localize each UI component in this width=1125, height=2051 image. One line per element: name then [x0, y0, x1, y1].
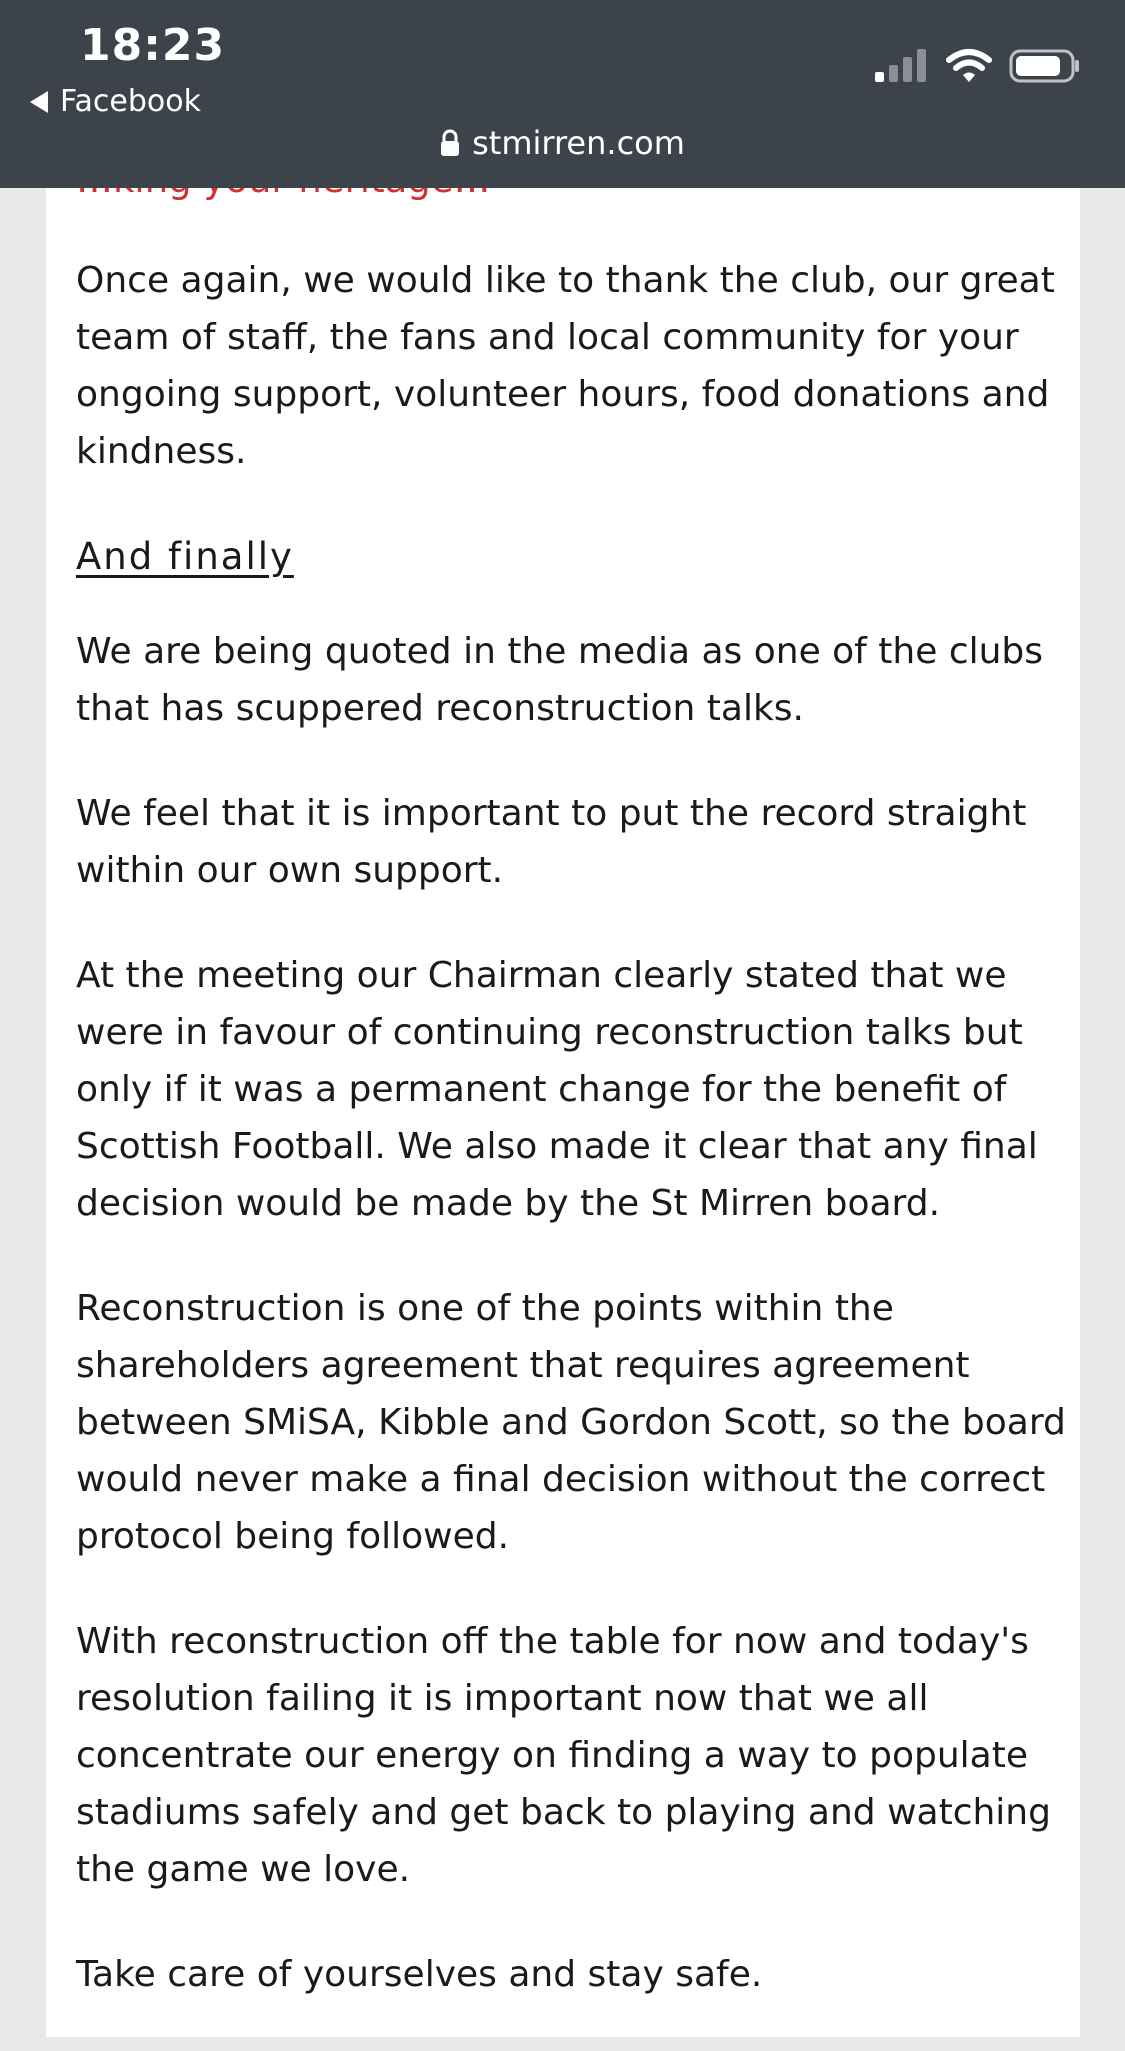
article-card — [46, 188, 1080, 2037]
signal-icon — [873, 48, 929, 84]
wifi-icon — [945, 48, 993, 84]
status-icons — [873, 48, 1081, 84]
status-bar — [0, 0, 1125, 188]
article-body — [76, 252, 1076, 2051]
body-paragraph: With reconstruction off the table for now and today's resolution failing it is important now that we all concentrate our energy on finding a way to populate stadiums safely and get back to playing and watching the game we love. — [76, 1621, 1051, 1890]
body-paragraph: At the meeting our Chairman clearly stated that we were in favour of continuing reconstruction talks but only if it was a permanent change for the benefit of Scottish Football. We also made it clear that any final decision would be made by the St Mirren board. — [76, 955, 1038, 1224]
back-label: Facebook — [60, 84, 201, 119]
thanks-paragraph: Once again, we would like to thank the club, our great team of staff, the fans and local community for your ongoing support, volunteer hours, food donations and kindness. — [76, 260, 1055, 472]
closing-paragraph: Take care of yourselves and stay safe. — [76, 1954, 763, 1995]
back-arrow-icon — [30, 91, 48, 113]
body-paragraph: We are being quoted in the media as one of the clubs that has scuppered reconstruction talks. — [76, 631, 1044, 729]
address-url: stmirren.com — [472, 124, 685, 162]
section-heading: And finally — [76, 535, 294, 578]
battery-icon — [1009, 48, 1081, 84]
back-to-facebook-button[interactable] — [30, 84, 201, 119]
status-time: 18:23 — [80, 20, 226, 71]
address-bar[interactable] — [0, 120, 1125, 166]
body-paragraph: Reconstruction is one of the points within the shareholders agreement that requires agreement between SMiSA, Kibble and Gordon Scott, so the board would never make a final decision without the correct protocol being followed. — [76, 1288, 1066, 1557]
lock-icon — [440, 129, 460, 157]
body-paragraph: We feel that it is important to put the record straight within our own support. — [76, 793, 1027, 891]
